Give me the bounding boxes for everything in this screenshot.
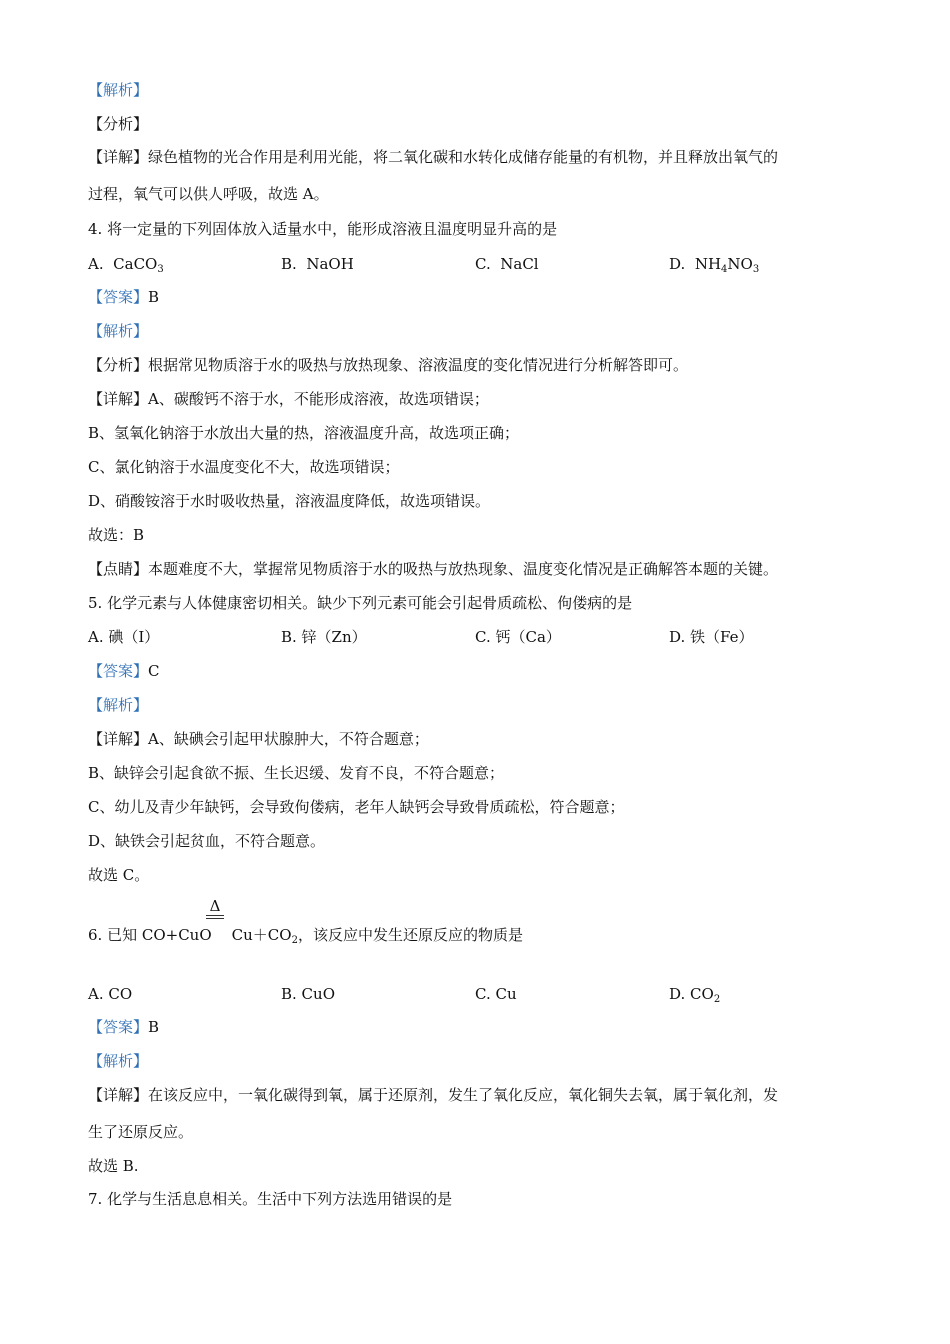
tag-xiangjie: 【详解】	[88, 730, 149, 748]
q4-option-d-sub1: 4	[721, 264, 728, 275]
q4-option-a-text: CaCO	[113, 255, 158, 273]
q5-line-d: D、缺铁会引起贫血，不符合题意。	[88, 832, 326, 850]
heat-symbol: Δ	[209, 897, 221, 915]
q6-option-c: C. Cu	[475, 985, 517, 1003]
q6-xiangjie-text: 在该反应中，一氧化碳得到氧，属于还原剂，发生了氧化反应，氧化铜失去氧，属于氧化剂，发	[148, 1086, 779, 1104]
q5-answer-value: C	[148, 662, 160, 680]
q4-line-d: D、硝酸铵溶于水时吸收热量，溶液温度降低，故选项错误。	[88, 492, 491, 510]
q4-option-d-text1: NH	[694, 255, 722, 273]
tag-xiangjie: 【详解】	[88, 390, 149, 408]
q6-stem-prefix: 6. 已知 CO+CuO	[88, 926, 212, 944]
tag-fenxi: 【分析】	[88, 356, 149, 374]
q4-option-a	[88, 254, 164, 274]
tag-daan: 【答案】	[88, 662, 149, 680]
q4-fenxi	[88, 355, 688, 375]
q4-option-b-text: NaOH	[306, 255, 354, 273]
q3-xiangjie-line1	[88, 147, 778, 167]
q6-stem-mid: Cu＋CO	[231, 926, 292, 944]
q4-answer-value: B	[148, 288, 160, 306]
q3-xiangjie-line2: 过程，氧气可以供人呼吸，故选 A。	[88, 185, 329, 203]
tag-dianjing: 【点睛】	[88, 560, 149, 578]
reaction-condition-heat	[206, 898, 224, 919]
q4-dianjing	[88, 559, 778, 579]
q6-option-b: B. CuO	[281, 985, 335, 1003]
q5-conclusion: 故选 C。	[88, 866, 150, 884]
q4-option-c	[475, 254, 539, 274]
q5-stem: 5. 化学元素与人体健康密切相关。缺少下列元素可能会引起骨质疏松、佝偻病的是	[88, 594, 633, 612]
q4-stem: 4. 将一定量的下列固体放入适量水中，能形成溶液且温度明显升高的是	[88, 220, 558, 238]
q5-line-c: C、幼儿及青少年缺钙，会导致佝偻病，老年人缺钙会导致骨质疏松，符合题意；	[88, 798, 625, 816]
q5-option-c: C. 钙（Ca）	[475, 628, 561, 646]
q6-tag-jiexi: 【解析】	[88, 1052, 149, 1070]
section-tag-jiexi: 【解析】	[88, 81, 149, 99]
q4-line-c: C、氯化钠溶于水温度变化不大，故选项错误；	[88, 458, 400, 476]
tag-daan: 【答案】	[88, 1018, 149, 1036]
q4-dianjing-text: 本题难度不大，掌握常见物质溶于水的吸热与放热现象、温度变化情况是正确解答本题的关键。	[148, 560, 779, 578]
q5-option-a: A. 碘（I）	[88, 628, 160, 646]
q4-conclusion: 故选：B	[88, 526, 145, 544]
section-tag-fenxi: 【分析】	[88, 115, 149, 133]
q4-option-c-text: NaCl	[500, 255, 539, 273]
q5-tag-jiexi: 【解析】	[88, 696, 149, 714]
q6-option-d-text: D. CO	[669, 985, 714, 1003]
q6-stem-sub: 2	[291, 935, 298, 946]
q5-xiangjie-a-text: A、缺碘会引起甲状腺肿大，不符合题意；	[148, 730, 429, 748]
q6-answer	[88, 1017, 159, 1037]
q6-xiangjie-line1	[88, 1085, 778, 1105]
q4-option-a-prefix: A.	[88, 255, 104, 273]
q5-option-b: B. 锌（Zn）	[281, 628, 367, 646]
q6-xiangjie-line2: 生了还原反应。	[88, 1123, 194, 1141]
q5-option-d: D. 铁（Fe）	[669, 628, 754, 646]
q6-option-d-sub: 2	[713, 994, 721, 1005]
q5-answer	[88, 661, 160, 681]
q6-conclusion: 故选 B.	[88, 1157, 139, 1175]
q4-option-d-prefix: D.	[669, 255, 686, 273]
q7-stem: 7. 化学与生活息息相关。生活中下列方法选用错误的是	[88, 1190, 453, 1208]
q4-xiangjie-a	[88, 389, 489, 409]
q4-fenxi-text: 根据常见物质溶于水的吸热与放热现象、溶液温度的变化情况进行分析解答即可。	[148, 356, 689, 374]
q4-xiangjie-a-text: A、碳酸钙不溶于水，不能形成溶液，故选项错误；	[148, 390, 489, 408]
q4-option-b	[281, 254, 354, 274]
q4-option-c-prefix: C.	[475, 255, 491, 273]
q6-stem	[88, 925, 523, 945]
q6-answer-value: B	[148, 1018, 160, 1036]
tag-daan: 【答案】	[88, 288, 149, 306]
q4-tag-jiexi: 【解析】	[88, 322, 149, 340]
q3-xiangjie-text: 绿色植物的光合作用是利用光能，将二氧化碳和水转化成储存能量的有机物，并且释放出氧气的	[148, 148, 779, 166]
q4-option-d-text2: NO	[727, 255, 753, 273]
q6-option-d	[669, 984, 720, 1004]
q4-answer	[88, 287, 159, 307]
q6-stem-suffix: ，该反应中发生还原反应的物质是	[297, 926, 523, 944]
tag-xiangjie: 【详解】	[88, 148, 149, 166]
q6-option-a: A. CO	[88, 985, 133, 1003]
q4-option-b-prefix: B.	[281, 255, 297, 273]
q4-line-b: B、氢氧化钠溶于水放出大量的热，溶液温度升高，故选项正确；	[88, 424, 520, 442]
q5-xiangjie-a	[88, 729, 429, 749]
q4-option-d-sub2: 3	[752, 264, 760, 275]
q4-option-a-sub: 3	[157, 264, 164, 275]
q4-option-d	[669, 254, 759, 274]
q5-line-b: B、缺锌会引起食欲不振、生长迟缓、发育不良，不符合题意；	[88, 764, 505, 782]
tag-xiangjie: 【详解】	[88, 1086, 149, 1104]
